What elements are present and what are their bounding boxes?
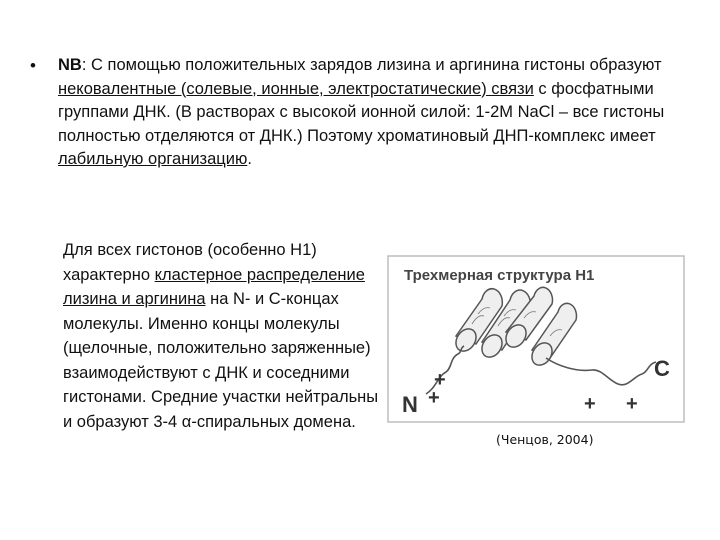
- paragraph-text-part: : С помощью положительных зарядов лизина и аргинина гистоны образуют: [81, 56, 662, 74]
- main-paragraph-text: [58, 54, 678, 172]
- plus-sign: +: [428, 387, 440, 409]
- plus-sign: +: [626, 393, 638, 415]
- underlined-bonds-text: нековалентные (солевые, ионные, электростатические) связи: [58, 79, 534, 98]
- c-terminus-label: C: [654, 356, 670, 381]
- bullet-marker: •: [30, 56, 36, 75]
- paragraph-text-part: Для всех гистонов (особенно Н1) характерно: [63, 241, 317, 284]
- underlined-cluster-text: кластерное распределение лизина и аргинина: [63, 265, 365, 308]
- underlined-labile-text: лабильную организацию: [58, 150, 248, 168]
- h1-structure-figure: [386, 254, 686, 424]
- paragraph-text-part: .: [247, 150, 252, 168]
- h1-structure-diagram: [386, 254, 686, 424]
- histone-description-paragraph: [63, 238, 383, 434]
- figure-title: Трехмерная структура Н1: [404, 267, 595, 284]
- paragraph-text-part: на N- и С-концах молекулы. Именно концы молекулы (щелочные, положительно заряженные) взаимодействуют с ДНК и соседними гистонами. Средние участки нейтральны и образуют 3-4 α-спиральных домена.: [63, 290, 379, 431]
- plus-sign: +: [434, 369, 446, 391]
- nb-label: NB: [58, 56, 82, 74]
- plus-sign: +: [584, 393, 596, 415]
- n-terminus-label: N: [402, 392, 418, 417]
- paragraph-text-part: с фосфатными группами ДНК. (В растворах с высокой ионной силой: 1-2М NaCl – все гистоны полностью отделяются от ДНК.) Поэтому хроматиновый ДНП-комплекс имеет: [58, 79, 665, 145]
- figure-caption: (Ченцов, 2004): [496, 432, 594, 447]
